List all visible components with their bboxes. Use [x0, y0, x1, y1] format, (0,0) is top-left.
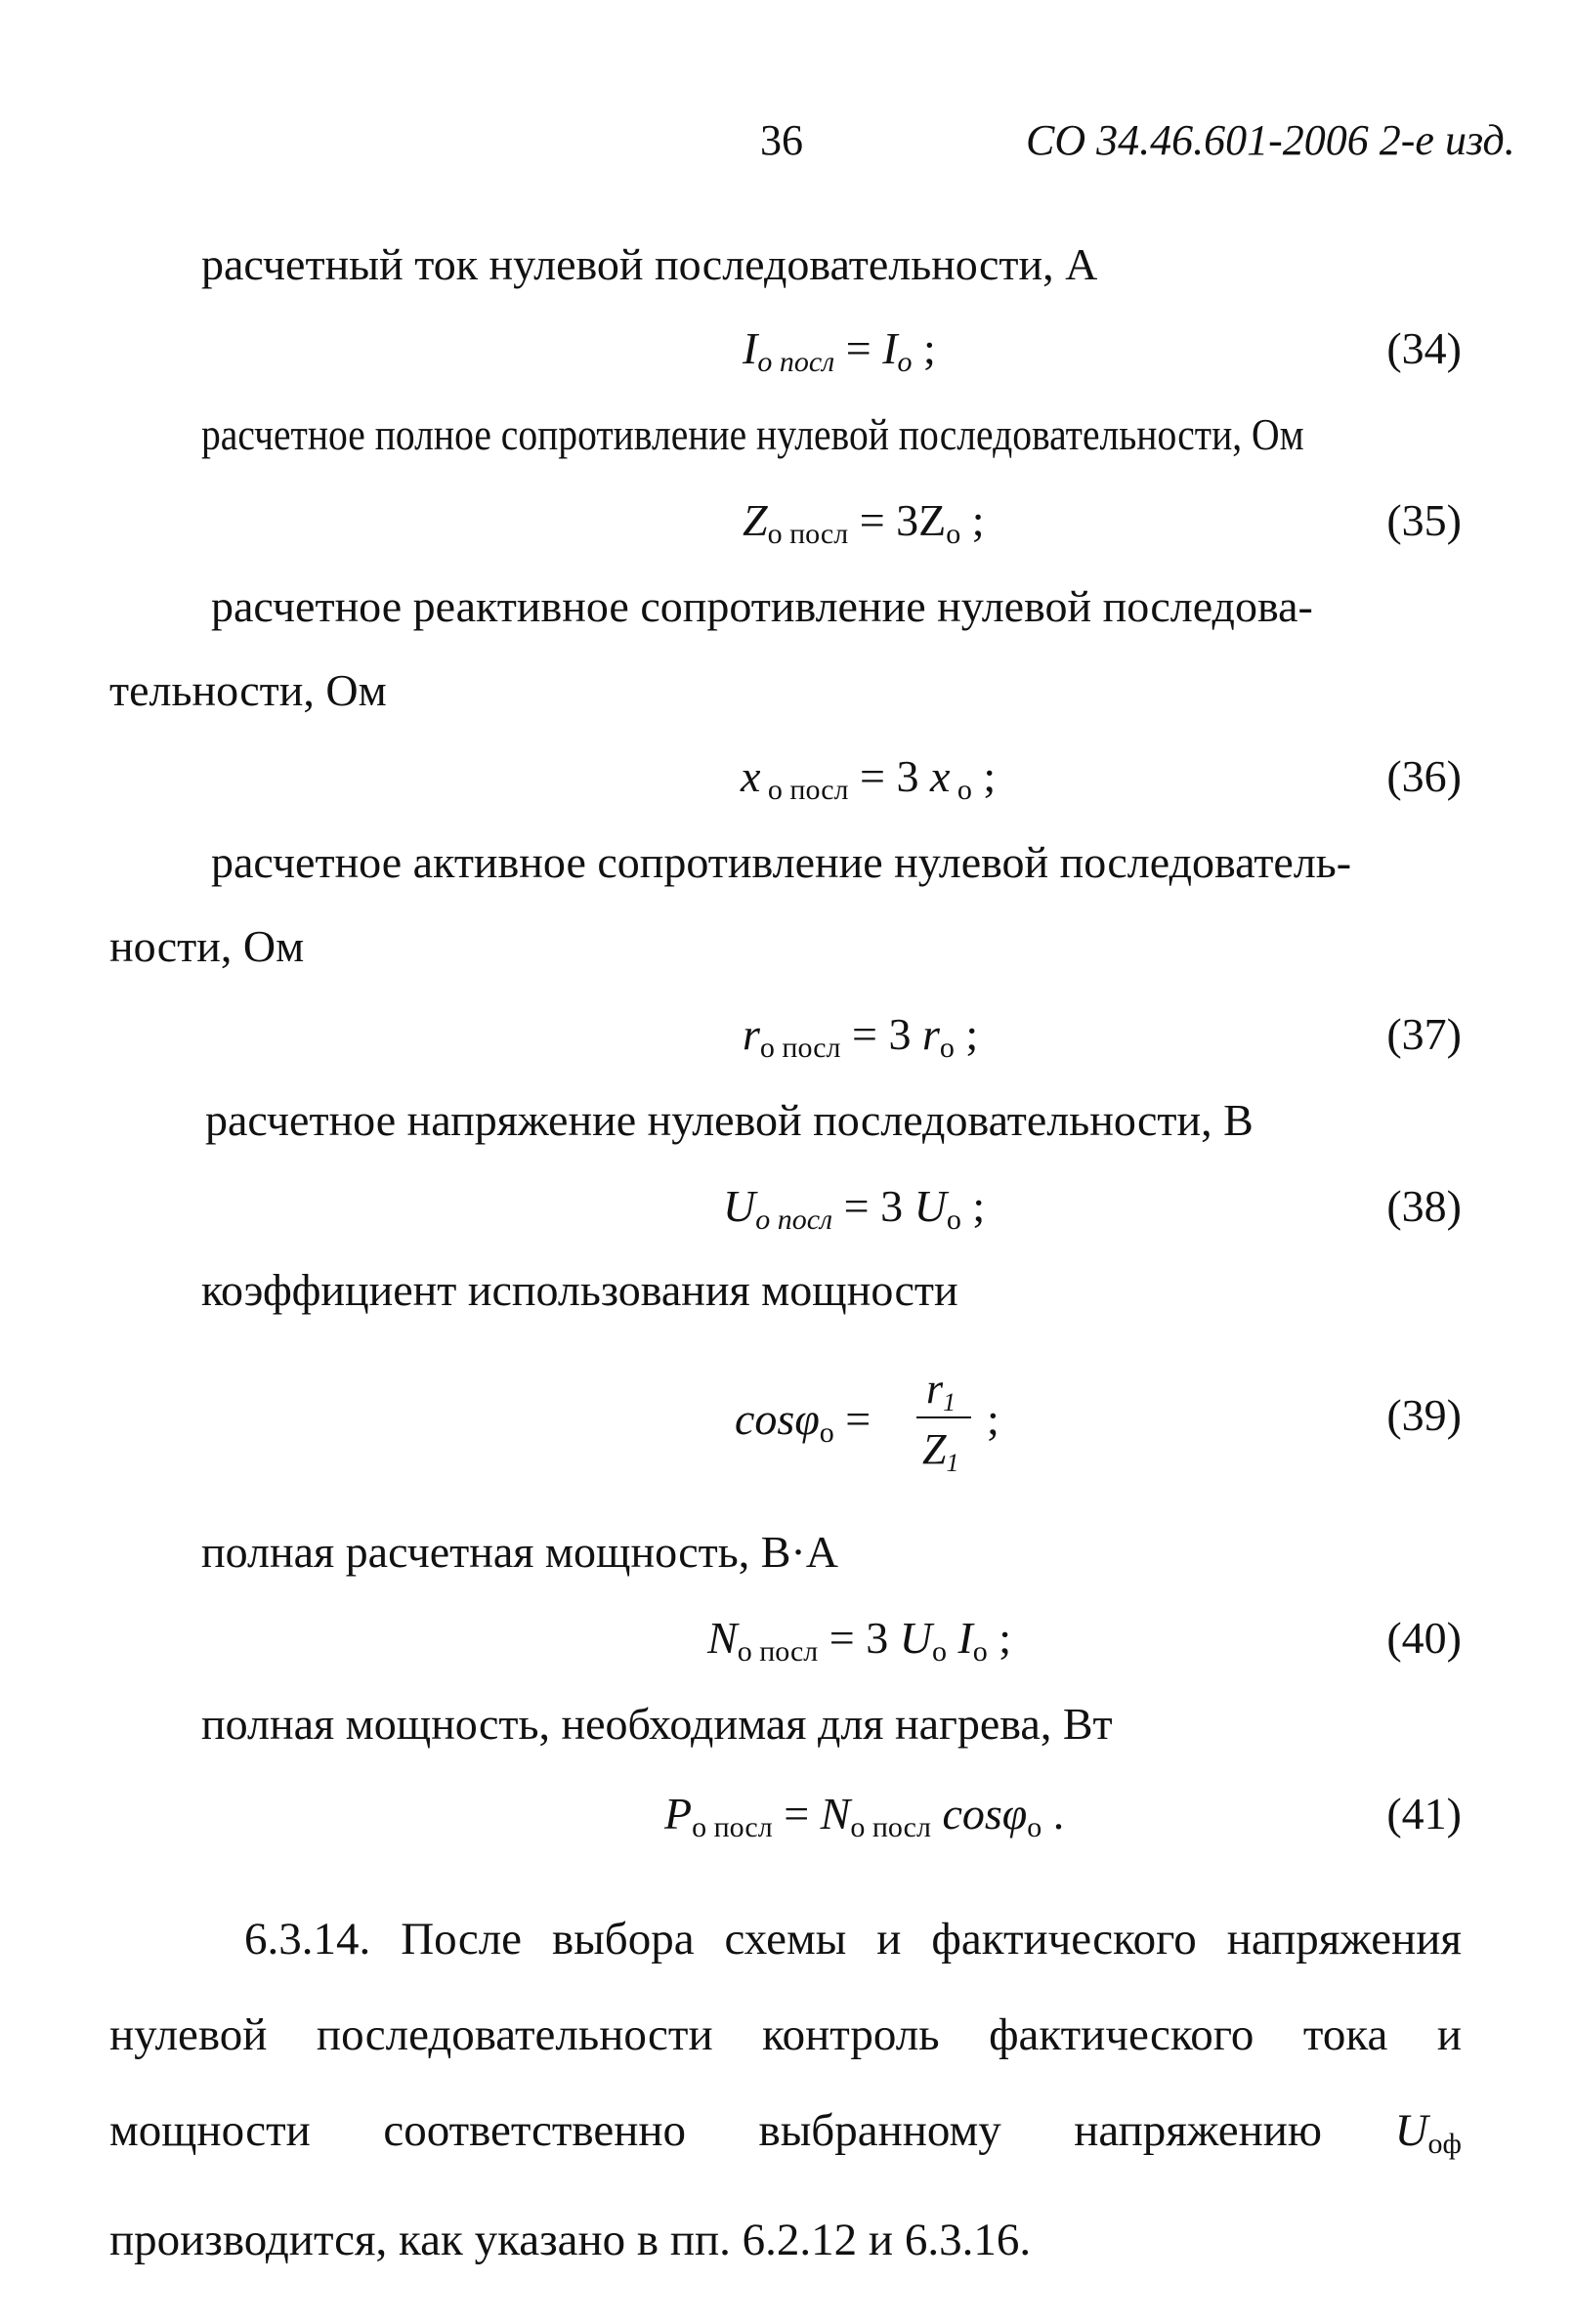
- equation-number-35: (35): [1386, 495, 1462, 545]
- text-zero-seq-current: расчетный ток нулевой последовательности, А: [201, 239, 1098, 289]
- text-power-factor: коэффициент использования мощности: [201, 1265, 958, 1315]
- text-zero-seq-reactance-cont: тельности, Ом: [109, 665, 387, 715]
- formula-39-fraction: [916, 1364, 975, 1477]
- formula-38: $U_{о посл} = 3$ $U_о$ ;: [723, 1181, 986, 1236]
- text-zero-seq-impedance: расчетное полное сопротивление нулевой последовательности, Ом: [201, 409, 1304, 459]
- equation-number-39: (39): [1386, 1390, 1462, 1440]
- text-zero-seq-resistance: расчетное активное сопротивление нулевой последователь-: [211, 837, 1352, 887]
- formula-36: x $_{о посл}$ = 3 x $_о$ ;: [741, 751, 997, 806]
- formula-40: $N_{о посл} = 3$ $U_о$ $I_о$ ;: [707, 1613, 1012, 1668]
- fraction-bar: [916, 1416, 971, 1418]
- formula-37: $r_{о посл} = 3$ $r_о$ ;: [743, 1009, 979, 1064]
- text-zero-seq-voltage: расчетное напряжение нулевой последовательности, В: [205, 1095, 1254, 1145]
- formula-34: $I_{о посл} = I_о$ ;: [743, 323, 936, 378]
- fraction-numerator: $r_1$: [926, 1365, 957, 1416]
- formula-39-tail: ;: [987, 1394, 999, 1444]
- formula-39-lhs: cosφ: [735, 1394, 820, 1444]
- page-number: 36: [760, 116, 803, 164]
- document-code: СО 34.46.601-2006 2-е изд.: [1026, 116, 1515, 164]
- equation-number-37: (37): [1386, 1009, 1462, 1059]
- formula-39: cosφ$_о$ =: [735, 1394, 872, 1449]
- text-zero-seq-resistance-cont: ности, Ом: [109, 921, 305, 971]
- equation-number-34: (34): [1386, 323, 1462, 373]
- text-heating-power: полная мощность, необходимая для нагрева, Вт: [201, 1699, 1113, 1749]
- formula-41: $P_{о посл} = N_{о посл}$ cosφ$_о$ .: [664, 1789, 1065, 1843]
- text-total-calc-power: полная расчетная мощность, В·А: [201, 1527, 838, 1577]
- fraction-denominator: $Z_1$: [922, 1425, 959, 1477]
- paragraph-6-3-14: 6.3.14. После выбора схемы и фактического напряжения нулевой последовательности контроль фактического тока и мощности соответственно выбранному напряжению $U_{оф}$ производится, как указано в пп. 6.2.12 и 6.3.16.: [109, 1914, 1462, 2265]
- voltage-variable: U: [1394, 2105, 1428, 2156]
- text-zero-seq-reactance: расчетное реактивное сопротивление нулевой последова-: [211, 581, 1313, 631]
- equation-number-41: (41): [1386, 1789, 1462, 1838]
- equation-number-40: (40): [1386, 1613, 1462, 1663]
- equation-number-38: (38): [1386, 1181, 1462, 1231]
- formula-35: $Z_{о посл} = 3Z_о$ ;: [743, 495, 985, 550]
- equation-number-36: (36): [1386, 751, 1462, 801]
